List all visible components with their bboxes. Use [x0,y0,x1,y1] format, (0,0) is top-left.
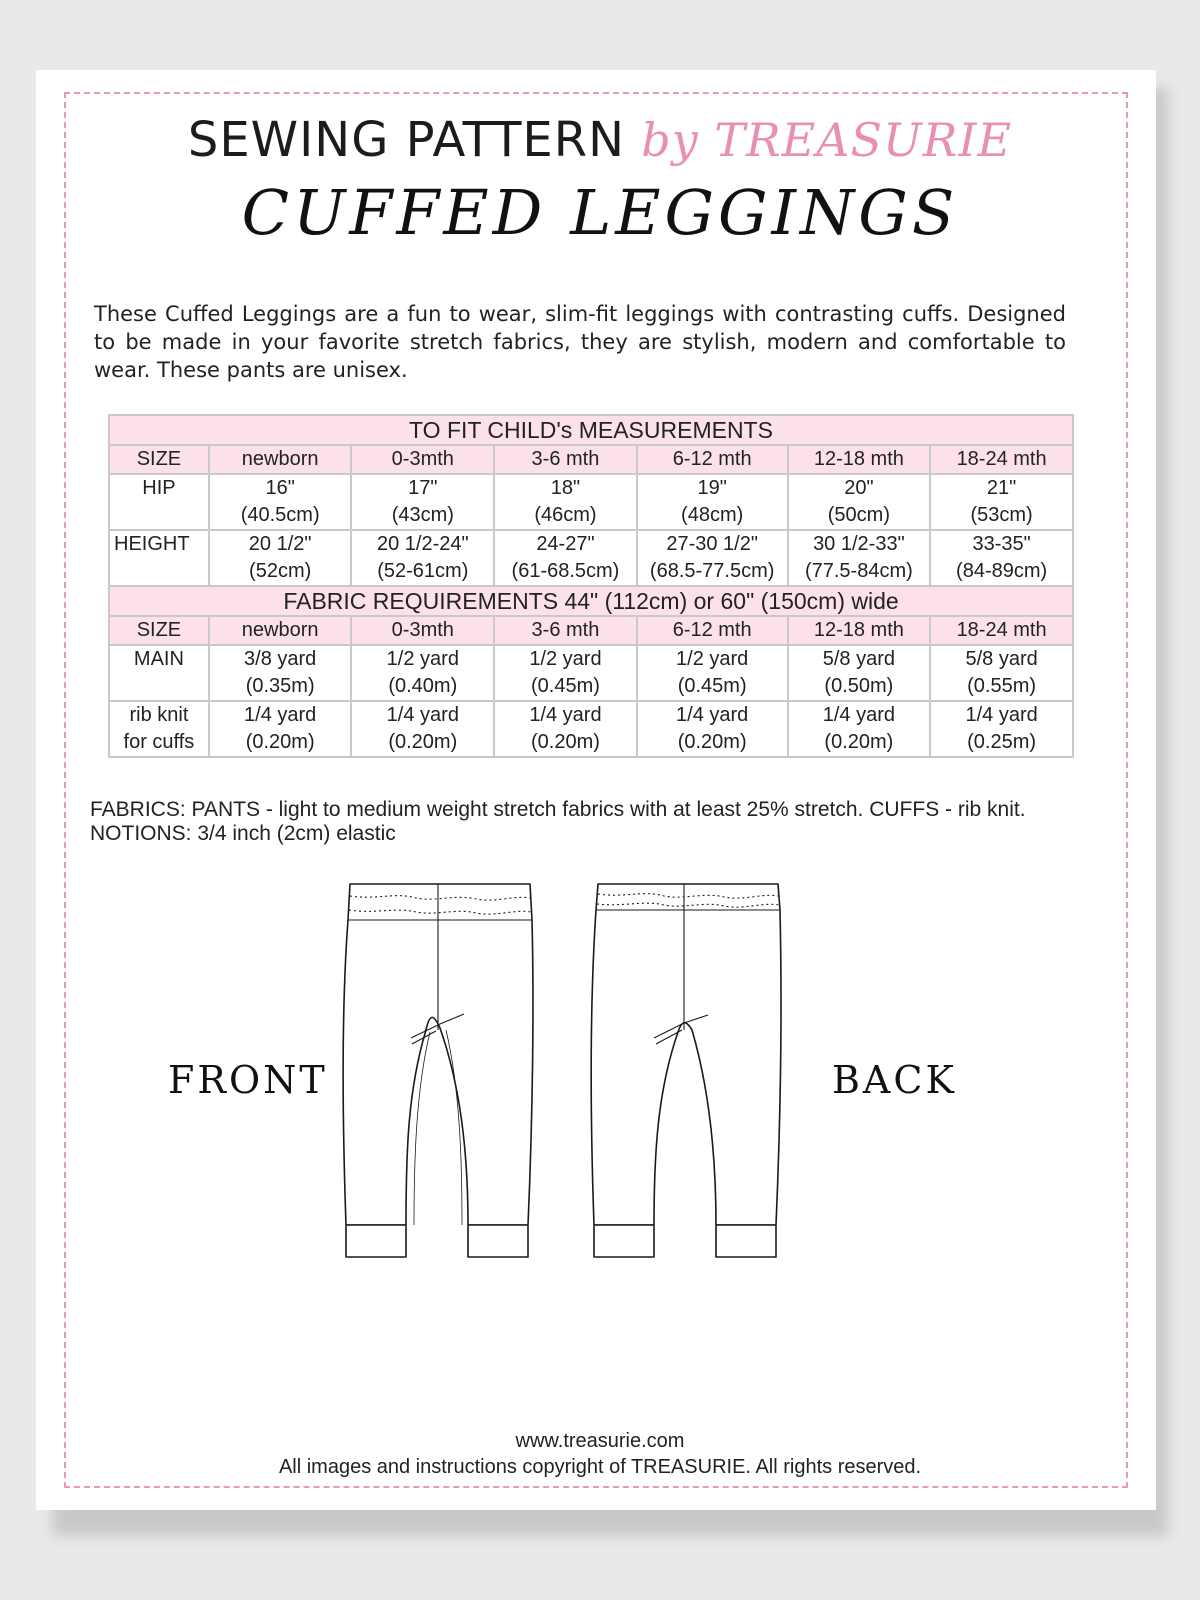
height-inches: 24-27" [536,533,595,555]
size-cell: 18-24 mth [930,616,1073,645]
measurements-title: TO FIT CHILD's MEASUREMENTS [109,415,1073,445]
main-cell [930,645,1073,701]
main-cell [351,645,494,701]
height-cell [351,530,494,586]
size-cell: 6-12 mth [637,445,788,474]
size-cell: 18-24 mth [930,445,1073,474]
footer-copyright: All images and instructions copyright of TREASURIE. All rights reserved. [278,1456,922,1478]
rib-label-line1: rib knit [129,704,189,726]
height-inches: 27-30 1/2" [666,533,758,555]
hip-cm: (46cm) [534,504,597,526]
main-yards: 5/8 yard [965,648,1038,670]
title-prefix: SEWING PATTERN [187,112,626,168]
height-cm: (84-89cm) [956,560,1048,582]
size-cell: newborn [209,445,352,474]
table-row [109,645,1073,701]
hip-cell [788,474,931,530]
rib-metres: (0.20m) [530,731,600,753]
rib-label-line2: for cuffs [123,731,195,753]
height-cm: (77.5-84cm) [804,560,913,582]
table-row [109,445,1073,474]
rib-metres: (0.20m) [388,731,458,753]
size-cell: 12-18 mth [788,616,931,645]
rib-cell [351,701,494,757]
hip-inches: 21" [986,477,1017,499]
hip-inches: 17" [408,477,438,499]
main-cell [209,645,352,701]
notions-note: NOTIONS: 3/4 inch (2cm) elastic [90,822,396,845]
height-cm: (61-68.5cm) [511,560,620,582]
description: These Cuffed Leggings are a fun to wear, slim-fit leggings with contrasting cuffs. Designed to be made in your favorite stretch fabrics, they are stylish, modern and comfortable to wear. These pants are unisex. [94,302,1066,382]
height-cell [930,530,1073,586]
rib-yards: 1/4 yard [676,704,749,726]
hip-inches: 20" [844,477,874,499]
hip-inches: 18" [550,477,581,499]
rib-yards: 1/4 yard [822,704,896,726]
size-cell: 12-18 mth [788,445,931,474]
footer-url: www.treasurie.com [515,1430,685,1452]
height-cell [788,530,931,586]
height-inches: 33-35" [972,533,1031,555]
height-cm: (52-61cm) [377,560,469,582]
front-label: FRONT [168,1058,328,1102]
rib-yards: 1/4 yard [965,704,1038,726]
hip-cm: (50cm) [827,504,890,526]
size-header: SIZE [109,445,209,474]
size-cell: 0-3mth [351,616,494,645]
height-cell [494,530,637,586]
main-metres: (0.40m) [388,675,458,697]
page-title [0,112,1200,168]
rib-yards: 1/4 yard [244,704,317,726]
main-metres: (0.45m) [530,675,600,697]
height-inches: 20 1/2" [248,533,312,555]
height-inches: 30 1/2-33" [813,533,905,555]
rib-yards: 1/4 yard [386,704,459,726]
hip-cell [930,474,1073,530]
size-header: SIZE [109,616,209,645]
table-row [109,474,1073,530]
main-cell [494,645,637,701]
height-cell [209,530,352,586]
main-yards: 1/2 yard [529,648,602,670]
main-yards: 5/8 yard [822,648,896,670]
rib-cell [637,701,788,757]
main-metres: (0.55m) [967,675,1037,697]
rib-metres: (0.20m) [245,731,315,753]
hip-cm: (43cm) [391,504,454,526]
fabric-title: FABRIC REQUIREMENTS 44" (112cm) or 60" (150cm) wide [109,586,1073,616]
main-yards: 1/2 yard [386,648,459,670]
size-cell: 3-6 mth [494,445,637,474]
front-pants-drawing [336,880,546,1260]
rib-cell [209,701,352,757]
rib-cell [788,701,931,757]
hip-cm: (40.5cm) [240,504,320,526]
hip-cell [637,474,788,530]
size-cell: 0-3mth [351,445,494,474]
height-cm: (68.5-77.5cm) [649,560,775,582]
main-cell [637,645,788,701]
rib-cell [494,701,637,757]
hip-label: HIP [109,474,209,530]
rib-label [109,701,209,757]
rib-metres: (0.25m) [967,731,1037,753]
hip-cell [209,474,352,530]
main-metres: (0.50m) [824,675,894,697]
hip-inches: 16" [265,477,295,499]
size-cell: 6-12 mth [637,616,788,645]
main-metres: (0.35m) [245,675,315,697]
main-cell [788,645,931,701]
main-yards: 1/2 yard [676,648,749,670]
main-metres: (0.45m) [677,675,747,697]
size-cell: newborn [209,616,352,645]
height-cell [637,530,788,586]
rib-metres: (0.20m) [824,731,894,753]
size-chart-table [108,414,1074,758]
size-cell: 3-6 mth [494,616,637,645]
hip-cell [494,474,637,530]
hip-cell [351,474,494,530]
height-inches: 20 1/2-24" [376,533,469,555]
hip-cm: (53cm) [970,504,1033,526]
rib-metres: (0.20m) [677,731,747,753]
rib-yards: 1/4 yard [529,704,602,726]
title-brand: by TREASURIE [641,113,1013,167]
back-pants-drawing [584,880,794,1260]
main-yards: 3/8 yard [244,648,317,670]
hip-inches: 19" [697,477,727,499]
pattern-name: CUFFED LEGGINGS [241,176,959,249]
table-row [109,616,1073,645]
table-row [109,530,1073,586]
height-cm: (52cm) [249,560,312,582]
materials-notes [90,798,1140,846]
fabrics-note: FABRICS: PANTS - light to medium weight stretch fabrics with at least 25% stretch. CUFFS - rib knit. [90,798,1026,821]
back-label: BACK [832,1058,957,1102]
main-label: MAIN [109,645,209,701]
height-label: HEIGHT [109,530,209,586]
rib-cell [930,701,1073,757]
hip-cm: (48cm) [681,504,744,526]
table-row [109,701,1073,757]
